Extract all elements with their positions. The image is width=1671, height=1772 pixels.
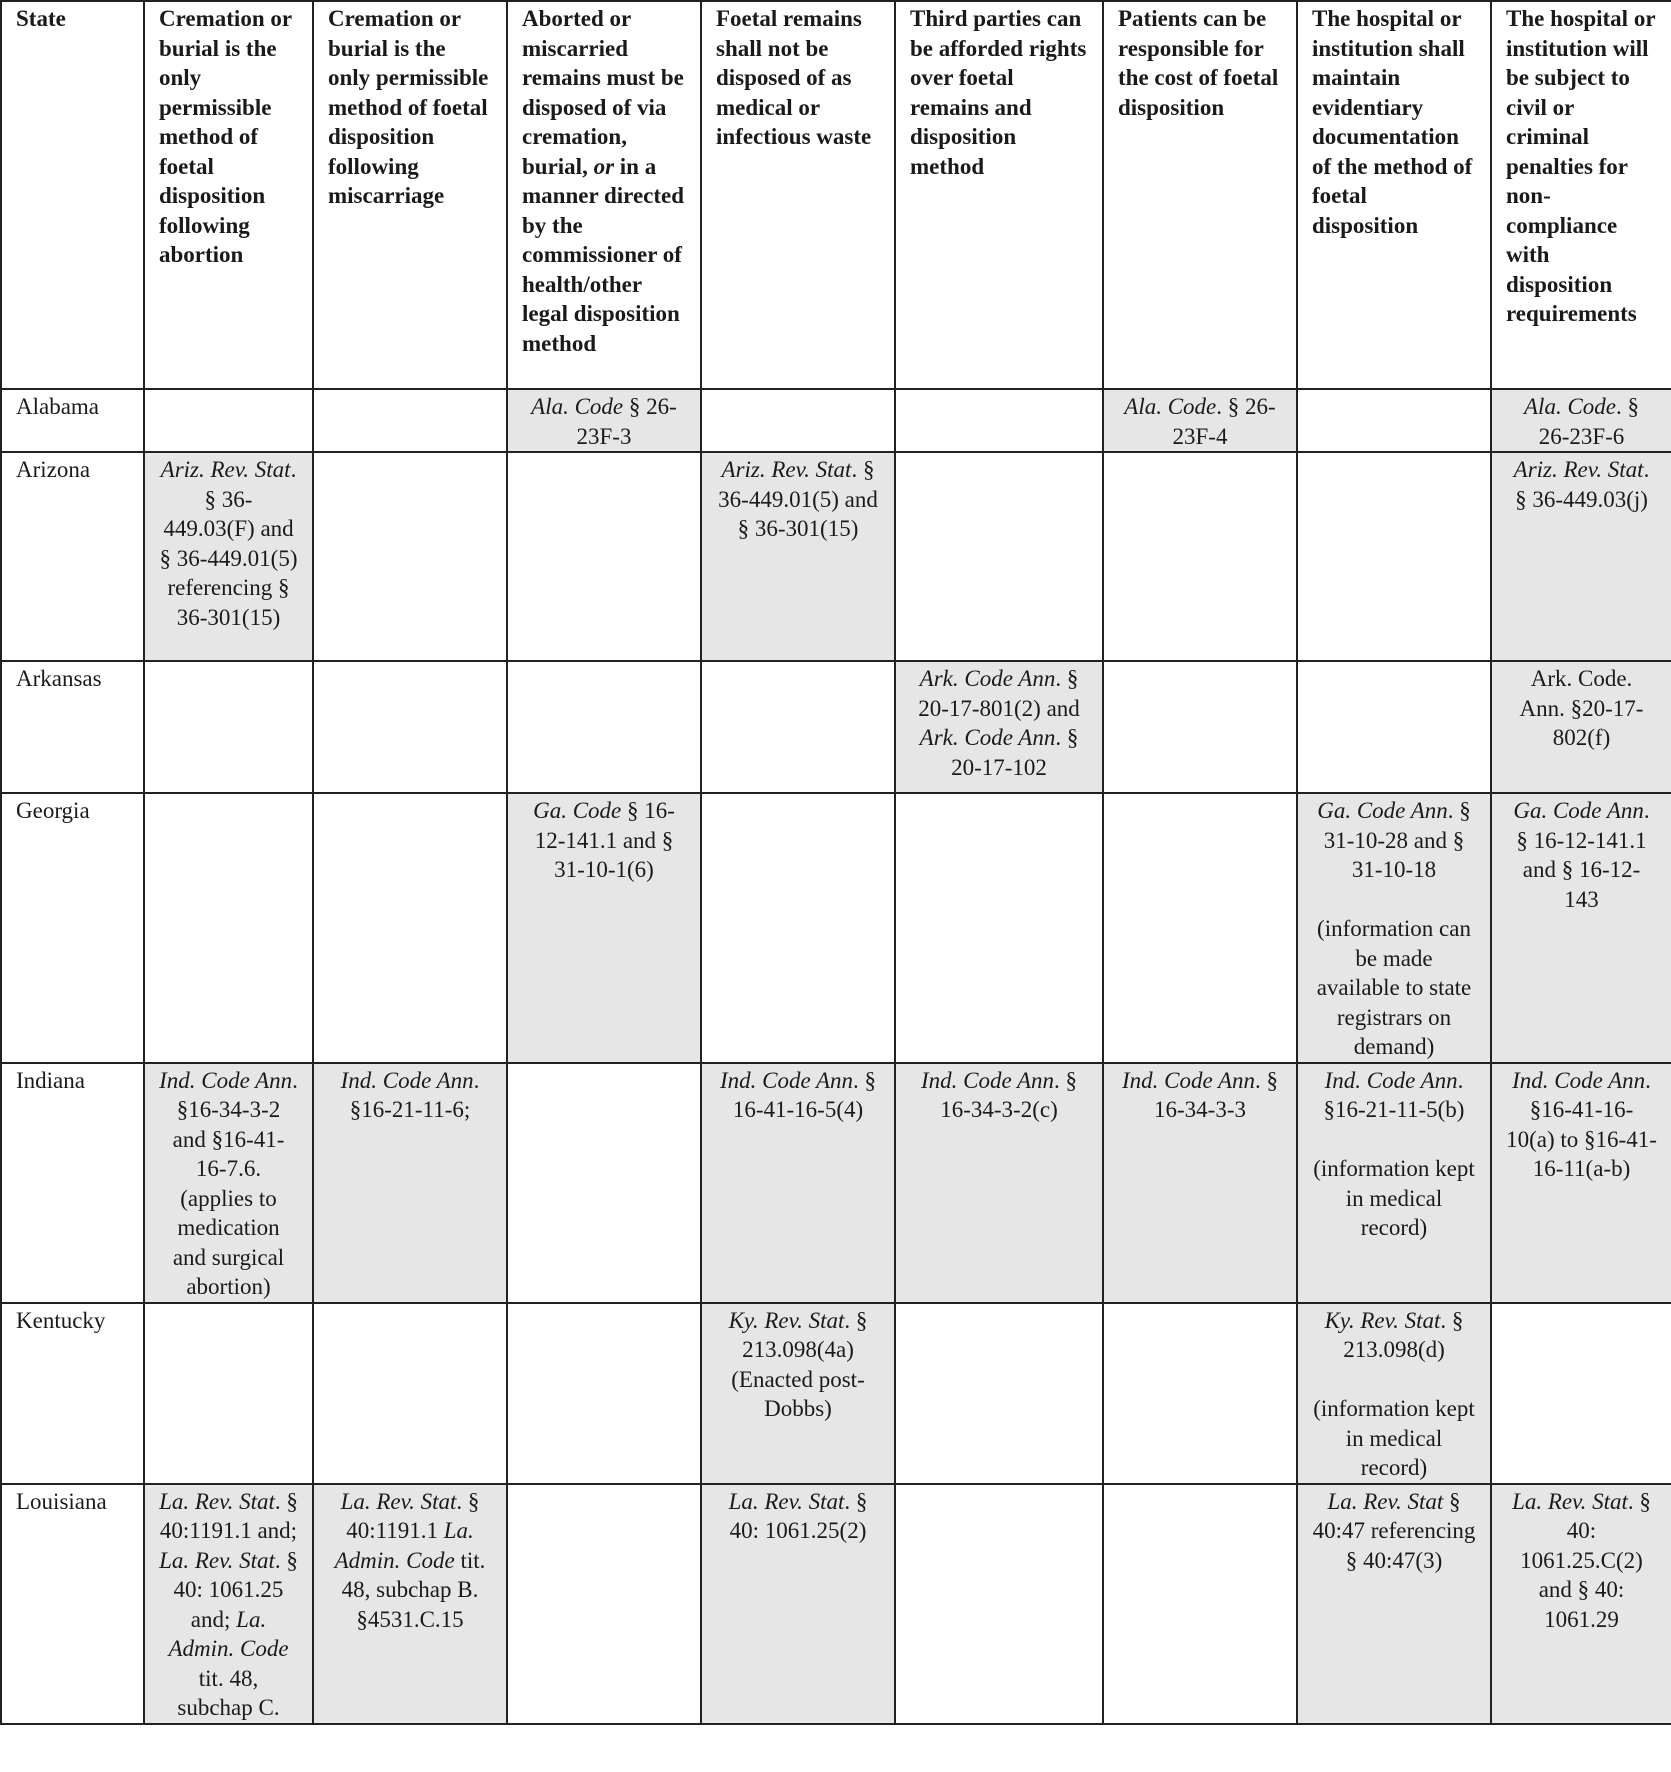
empty-cell xyxy=(507,1063,701,1303)
empty-cell xyxy=(507,661,701,793)
table-row xyxy=(1,793,1671,1063)
empty-cell xyxy=(895,452,1103,661)
statute-reference-cell: Ga. Code Ann. § 16-12-141.1 and § 16-12-143 xyxy=(1491,793,1671,1063)
table-row xyxy=(1,1303,1671,1484)
statute-reference-cell: Ga. Code Ann. § 31-10-28 and § 31-10-18 (information can be made available to state registrars on demand) xyxy=(1297,793,1491,1063)
statute-reference-cell: Ark. Code Ann. § 20-17-801(2) and Ark. Code Ann. § 20-17-102 xyxy=(895,661,1103,793)
empty-cell xyxy=(313,793,507,1063)
statute-reference-cell: Ga. Code § 16-12-141.1 and § 31-10-1(6) xyxy=(507,793,701,1063)
empty-cell xyxy=(144,661,313,793)
state-name-cell: Arizona xyxy=(1,452,144,661)
statute-reference-cell: Ind. Code Ann. §16-21-11-6; xyxy=(313,1063,507,1303)
state-name-cell: Kentucky xyxy=(1,1303,144,1484)
statute-reference-cell: La. Rev. Stat. § 40: 1061.25.C(2) and § 40: 1061.29 xyxy=(1491,1484,1671,1724)
state-name-cell: Arkansas xyxy=(1,661,144,793)
column-header-miscarriage-cremation-burial: Cremation or burial is the only permissible method of foetal disposition following miscarriage xyxy=(313,1,507,389)
empty-cell xyxy=(507,1484,701,1724)
statute-reference-cell: Ala. Code. § 26-23F-6 xyxy=(1491,389,1671,452)
header-text-emphasis: or xyxy=(593,153,615,179)
empty-cell xyxy=(701,389,895,452)
empty-cell xyxy=(1103,793,1297,1063)
table-row xyxy=(1,661,1671,793)
empty-cell xyxy=(313,452,507,661)
statute-reference-cell: Ky. Rev. Stat. § 213.098(4a) (Enacted post-Dobbs) xyxy=(701,1303,895,1484)
empty-cell xyxy=(701,793,895,1063)
empty-cell xyxy=(1103,1484,1297,1724)
table-row xyxy=(1,452,1671,661)
statute-reference-cell: La. Rev. Stat. § 40:1191.1 La. Admin. Code tit. 48, subchap B. §4531.C.15 xyxy=(313,1484,507,1724)
statute-reference-cell: Ala. Code. § 26-23F-4 xyxy=(1103,389,1297,452)
state-name-cell: Louisiana xyxy=(1,1484,144,1724)
empty-cell xyxy=(313,1303,507,1484)
empty-cell xyxy=(895,1484,1103,1724)
table-row xyxy=(1,389,1671,452)
empty-cell xyxy=(313,661,507,793)
empty-cell xyxy=(895,389,1103,452)
empty-cell xyxy=(1297,661,1491,793)
statute-reference-cell: Ariz. Rev. Stat. § 36-449.03(j) xyxy=(1491,452,1671,661)
empty-cell xyxy=(1103,661,1297,793)
empty-cell xyxy=(1297,452,1491,661)
statute-reference-cell: La. Rev. Stat. § 40:1191.1 and; La. Rev. Stat. § 40: 1061.25 and; La. Admin. Code tit. 48, subchap C. xyxy=(144,1484,313,1724)
statute-reference-cell: La. Rev. Stat. § 40: 1061.25(2) xyxy=(701,1484,895,1724)
table-row xyxy=(1,1063,1671,1303)
empty-cell xyxy=(507,452,701,661)
statute-reference-cell: Ariz. Rev. Stat. § 36-449.01(5) and § 36-301(15) xyxy=(701,452,895,661)
statute-reference-cell: Ind. Code Ann. § 16-34-3-3 xyxy=(1103,1063,1297,1303)
state-name-cell: Alabama xyxy=(1,389,144,452)
statute-reference-cell: Ind. Code Ann. § 16-34-3-2(c) xyxy=(895,1063,1103,1303)
empty-cell xyxy=(1297,389,1491,452)
column-header-state: State xyxy=(1,1,144,389)
empty-cell xyxy=(144,793,313,1063)
statute-reference-cell: Ark. Code. Ann. §20-17-802(f) xyxy=(1491,661,1671,793)
statute-reference-cell: Ala. Code § 26-23F-3 xyxy=(507,389,701,452)
table-body xyxy=(1,389,1671,1724)
statute-reference-cell: La. Rev. Stat § 40:47 referencing § 40:47(3) xyxy=(1297,1484,1491,1724)
state-name-cell: Indiana xyxy=(1,1063,144,1303)
statute-reference-cell: Ky. Rev. Stat. § 213.098(d) (information kept in medical record) xyxy=(1297,1303,1491,1484)
empty-cell xyxy=(895,1303,1103,1484)
empty-cell xyxy=(1103,452,1297,661)
empty-cell xyxy=(507,1303,701,1484)
empty-cell xyxy=(1491,1303,1671,1484)
statute-reference-cell: Ind. Code Ann. §16-21-11-5(b) (information kept in medical record) xyxy=(1297,1063,1491,1303)
empty-cell xyxy=(313,389,507,452)
column-header-documentation: The hospital or institution shall maintain evidentiary documentation of the method of foetal disposition xyxy=(1297,1,1491,389)
column-header-patient-cost: Patients can be responsible for the cost of foetal disposition xyxy=(1103,1,1297,389)
statute-reference-cell: Ind. Code Ann. §16-34-3-2 and §16-41-16-7.6. (applies to medication and surgical abortion) xyxy=(144,1063,313,1303)
column-header-abortion-cremation-burial: Cremation or burial is the only permissible method of foetal disposition following abortion xyxy=(144,1,313,389)
column-header-third-party-rights: Third parties can be afforded rights over foetal remains and disposition method xyxy=(895,1,1103,389)
column-header-disposal-methods xyxy=(507,1,701,389)
state-name-cell: Georgia xyxy=(1,793,144,1063)
statute-reference-cell: Ind. Code Ann. §16-41-16-10(a) to §16-41-16-11(a-b) xyxy=(1491,1063,1671,1303)
statute-reference-cell: Ind. Code Ann. § 16-41-16-5(4) xyxy=(701,1063,895,1303)
header-text-part: in a manner directed by the commissioner of health/other legal disposition method xyxy=(522,153,685,356)
empty-cell xyxy=(895,793,1103,1063)
empty-cell xyxy=(1103,1303,1297,1484)
statute-reference-cell: Ariz. Rev. Stat. § 36-449.03(F) and § 36-449.01(5) referencing § 36-301(15) xyxy=(144,452,313,661)
header-row xyxy=(1,1,1671,389)
column-header-penalties: The hospital or institution will be subject to civil or criminal penalties for non-compliance with disposition requirements xyxy=(1491,1,1671,389)
empty-cell xyxy=(144,389,313,452)
empty-cell xyxy=(701,661,895,793)
table-row xyxy=(1,1484,1671,1724)
column-header-not-medical-waste: Foetal remains shall not be disposed of as medical or infectious waste xyxy=(701,1,895,389)
empty-cell xyxy=(144,1303,313,1484)
header-text-part: Aborted or miscarried remains must be disposed of via cremation, burial, xyxy=(522,6,684,179)
